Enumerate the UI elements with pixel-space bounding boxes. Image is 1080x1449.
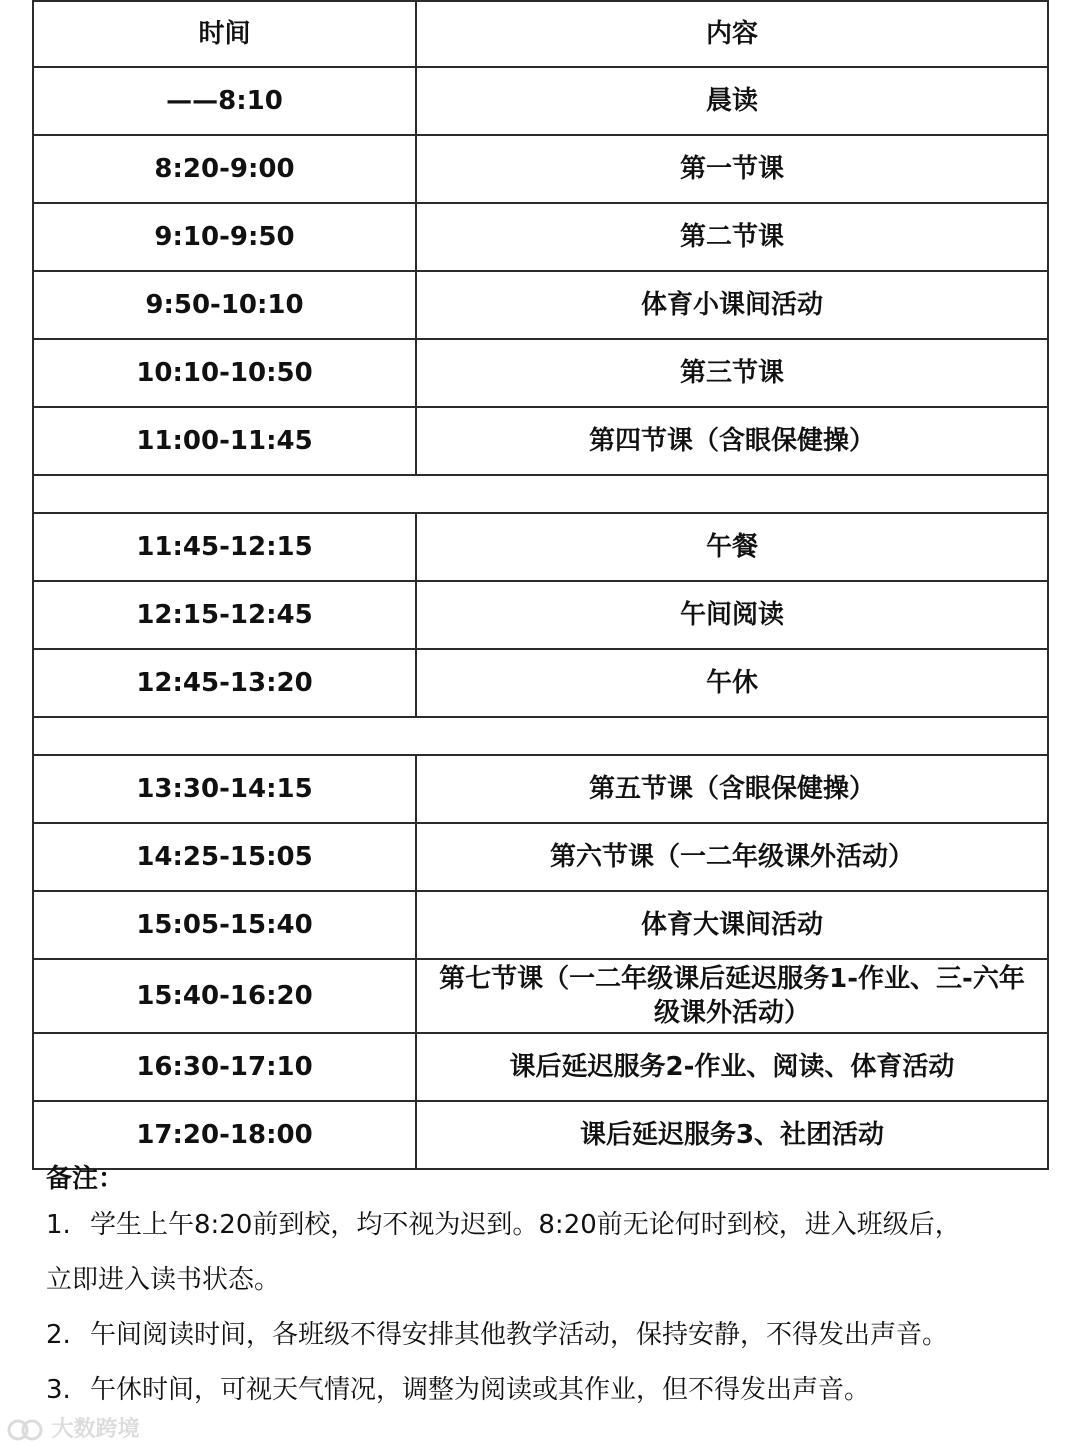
table-row bbox=[33, 1101, 1048, 1169]
note-item bbox=[46, 1363, 1056, 1418]
row-time: 12:45-13:20 bbox=[33, 649, 416, 717]
row-time: 15:05-15:40 bbox=[33, 891, 416, 959]
separator-cell bbox=[33, 717, 1048, 755]
table-row bbox=[33, 135, 1048, 203]
note-number: 1. bbox=[46, 1210, 71, 1240]
note-text: 学生上午8:20前到校，均不视为迟到。8:20前无论何时到校，进入班级后， bbox=[90, 1210, 961, 1240]
separator-row bbox=[33, 475, 1048, 513]
row-content: 晨读 bbox=[416, 67, 1048, 135]
watermark-text: 大数跨境 bbox=[51, 1417, 140, 1442]
row-content: 课后延迟服务2-作业、阅读、体育活动 bbox=[416, 1033, 1048, 1101]
notes-title: 备注： bbox=[46, 1164, 125, 1194]
table-row bbox=[33, 339, 1048, 407]
table-row bbox=[33, 649, 1048, 717]
row-content: 体育小课间活动 bbox=[416, 271, 1048, 339]
row-time: 9:50-10:10 bbox=[33, 271, 416, 339]
row-content: 课后延迟服务3、社团活动 bbox=[416, 1101, 1048, 1169]
table-row bbox=[33, 203, 1048, 271]
row-time: 11:45-12:15 bbox=[33, 513, 416, 581]
note-text: 立即进入读书状态。 bbox=[46, 1265, 281, 1295]
table-row bbox=[33, 823, 1048, 891]
row-content: 第一节课 bbox=[416, 135, 1048, 203]
row-time: 11:00-11:45 bbox=[33, 407, 416, 475]
row-time: 14:25-15:05 bbox=[33, 823, 416, 891]
table-row bbox=[33, 581, 1048, 649]
row-time: ——8:10 bbox=[33, 67, 416, 135]
separator-row bbox=[33, 717, 1048, 755]
table-row bbox=[33, 891, 1048, 959]
row-time: 8:20-9:00 bbox=[33, 135, 416, 203]
note-number: 3. bbox=[46, 1375, 71, 1405]
note-text: 午间阅读时间，各班级不得安排其他教学活动，保持安静，不得发出声音。 bbox=[90, 1320, 949, 1350]
row-content: 第七节课（一二年级课后延迟服务1-作业、三-六年级课外活动） bbox=[416, 959, 1048, 1033]
row-content: 午休 bbox=[416, 649, 1048, 717]
table-row bbox=[33, 271, 1048, 339]
watermark bbox=[6, 1412, 140, 1443]
note-text: 午休时间，可视天气情况，调整为阅读或其作业，但不得发出声音。 bbox=[90, 1375, 871, 1405]
row-content: 第二节课 bbox=[416, 203, 1048, 271]
table-row bbox=[33, 959, 1048, 1033]
table-row bbox=[33, 1033, 1048, 1101]
row-time: 17:20-18:00 bbox=[33, 1101, 416, 1169]
row-content: 第五节课（含眼保健操） bbox=[416, 755, 1048, 823]
separator-cell bbox=[33, 475, 1048, 513]
row-time: 16:30-17:10 bbox=[33, 1033, 416, 1101]
row-content: 午餐 bbox=[416, 513, 1048, 581]
row-time: 12:15-12:45 bbox=[33, 581, 416, 649]
row-content: 第四节课（含眼保健操） bbox=[416, 407, 1048, 475]
row-time: 10:10-10:50 bbox=[33, 339, 416, 407]
row-content: 体育大课间活动 bbox=[416, 891, 1048, 959]
watermark-logo-icon bbox=[6, 1417, 44, 1443]
header-time: 时间 bbox=[33, 1, 416, 67]
row-time: 9:10-9:50 bbox=[33, 203, 416, 271]
note-number: 2. bbox=[46, 1320, 71, 1350]
row-content: 午间阅读 bbox=[416, 581, 1048, 649]
row-time: 15:40-16:20 bbox=[33, 959, 416, 1033]
row-time: 13:30-14:15 bbox=[33, 755, 416, 823]
table-row bbox=[33, 755, 1048, 823]
table-header-row bbox=[33, 1, 1048, 67]
notes-section bbox=[46, 1160, 1056, 1418]
note-item-continuation bbox=[46, 1253, 1056, 1308]
table-row bbox=[33, 513, 1048, 581]
table-row bbox=[33, 407, 1048, 475]
note-item bbox=[46, 1308, 1056, 1363]
row-content: 第三节课 bbox=[416, 339, 1048, 407]
row-content: 第六节课（一二年级课外活动） bbox=[416, 823, 1048, 891]
header-content: 内容 bbox=[416, 1, 1048, 67]
table-row bbox=[33, 67, 1048, 135]
schedule-table bbox=[32, 0, 1049, 1170]
note-item bbox=[46, 1198, 1056, 1253]
